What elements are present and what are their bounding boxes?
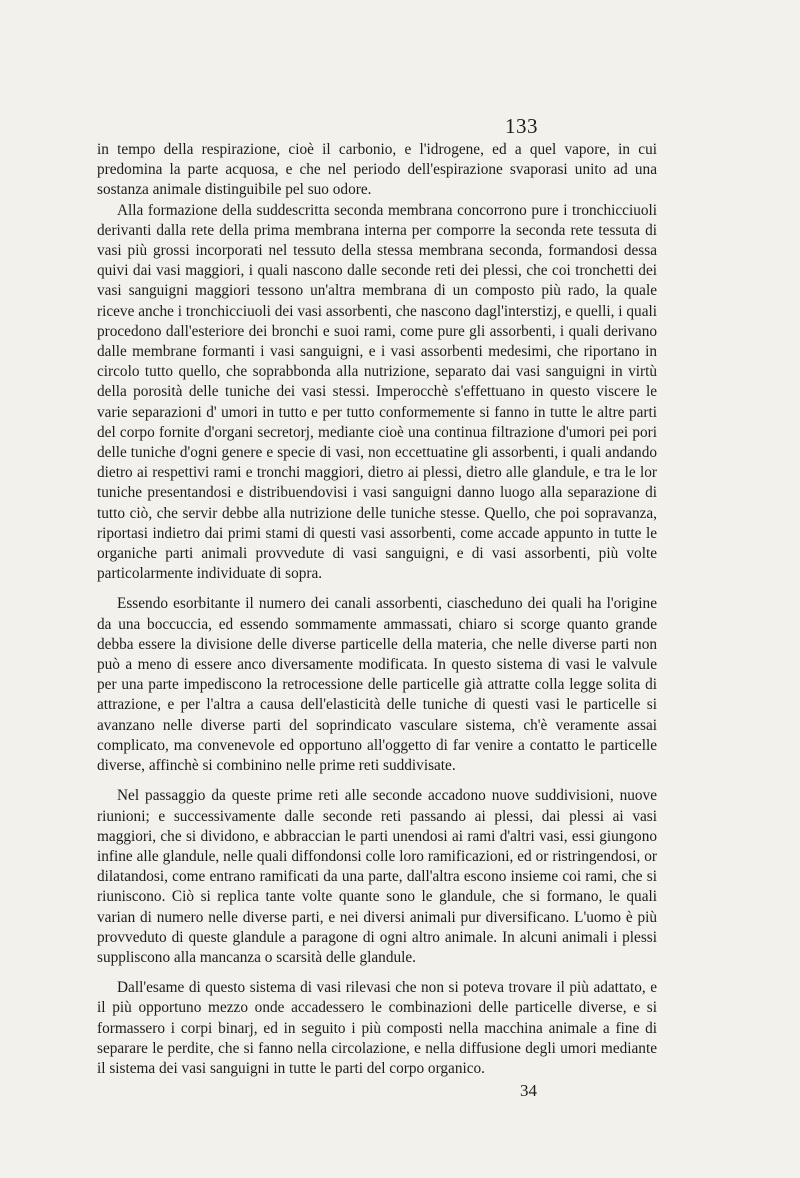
paragraph: Nel passaggio da queste prime reti alle seconde accadono nuove suddivisioni, nuove riunioni; e successivamente dalle seconde reti passando ai plessi, dai plessi ai vasi maggiori, che si dividono, e abbraccian le parti unendosi ai rami d'altri vasi, essi giungono infine alle glandule, nelle quali diffondonsi colle loro ramificazioni, ed or ristringendosi, or dilatandosi, come entrano ramificati da una parte, dall'altra escono insieme coi rami, che si riuniscono. Ciò si replica tante volte quante sono le glandule, che si formano, le quali varian di numero nelle diverse parti, e nei diversi animali pur diversificano. L'uomo è più provveduto di queste glandule a paragone di ogni altro animale. In alcuni animali i plessi suppliscono alla mancanza o scarsità delle glandule. xyxy=(97,787,657,966)
paragraph: Essendo esorbitante il numero dei canali assorbenti, ciascheduno dei quali ha l'origine da una boccuccia, ed essendo sommamente ammassati, chiaro si scorge quanto grande debba essere la divisione delle diverse particelle della materia, che nelle diverse parti non può a meno di essere anco diversamente modificata. In questo sistema di vasi le valvule per una parte impediscono la retrocessione delle particelle già attratte colla legge solita di attrazione, e per l'altra a causa dell'elasticità delle tuniche di questi vasi le particelle si avanzano nelle diverse parti del soprindicato vasculare sistema, ch'è veramente assai complicato, ma convenevole ed opportuno all'oggetto di far venire a contatto le particelle diverse, affinchè si combinino nelle prime reti suddivisate. xyxy=(97,595,657,775)
page-number: 133 xyxy=(505,114,538,138)
paragraph: Alla formazione della suddescritta seconda membrana concorrono pure i tronchicciuoli derivanti dalla rete della prima membrana interna per comporre la seconda rete tessuta di vasi più grossi incorporati nel tessuto della stessa membrana seconda, formandosi dessa quivi dai vasi maggiori, i quali nascono dalle seconde reti dei plessi, che coi tronchetti dei vasi sanguigni maggiori tessono un'altra membrana di un composto più rado, la quale riceve anche i tronchicciuoli dei vasi assorbenti, che nascono dagl'interstizj, e quelli, i quali procedono dall'esteriore dei bronchi e suoi rami, come pure gli assorbenti, i quali derivano dalle membrane formanti i vasi sanguigni, e i vasi assorbenti medesimi, che riportano in circolo tutto quello, che soprabbonda alla nutrizione, separato dai vasi sanguigni in virtù della porosità delle tuniche dei vasi stessi. Imperocchè s'effettuano in questo viscere le varie separazioni d' umori in tutto e per tutto conformemente si fanno in tutte le altre parti del corpo fornite d'organi secretorj, mediante cioè una continua filtrazione d'umori pei pori delle tuniche d'ogni genere e specie di vasi, non eccettuatine gli assorbenti, i quali andando dietro ai respettivi rami e tronchi maggiori, dietro ai plessi, dietro alle glandule, e tra le lor tuniche presentandosi e distribuendovisi i vasi sanguigni danno luogo alla separazione di tutto ciò, che servir debbe alla nutrizione delle tuniche stesse. Quello, che poi sopravanza, riportasi indietro dai primi stami di questi vasi assorbenti, come accade appunto in tutte le organiche parti animali provvedute di vasi sanguigni, e di vasi assorbenti, più volte particolarmente individuate di sopra. xyxy=(97,201,657,583)
body-text xyxy=(97,140,657,1079)
paragraph-continuation: in tempo della respirazione, cioè il carbonio, e l'idrogene, ed a quel vapore, in cui predomina la parte acquosa, e che nel periodo dell'espirazione svaporasi unito ad una sostanza animale distinguibile pel suo odore. xyxy=(97,141,657,199)
signature-mark: 34 xyxy=(520,1081,537,1100)
paragraph: Dall'esame di questo sistema di vasi rilevasi che non si poteva trovare il più adattato, e il più opportuno mezzo onde accadessero le combinazioni delle particelle diverse, e si formassero i corpi binarj, ed in seguito i più composti nella macchina animale a fine di separare le perdite, che si fanno nella circolazione, e nella diffusione degli umori mediante il sistema dei vasi sanguigni in tutte le parti del corpo organico. xyxy=(97,979,657,1077)
